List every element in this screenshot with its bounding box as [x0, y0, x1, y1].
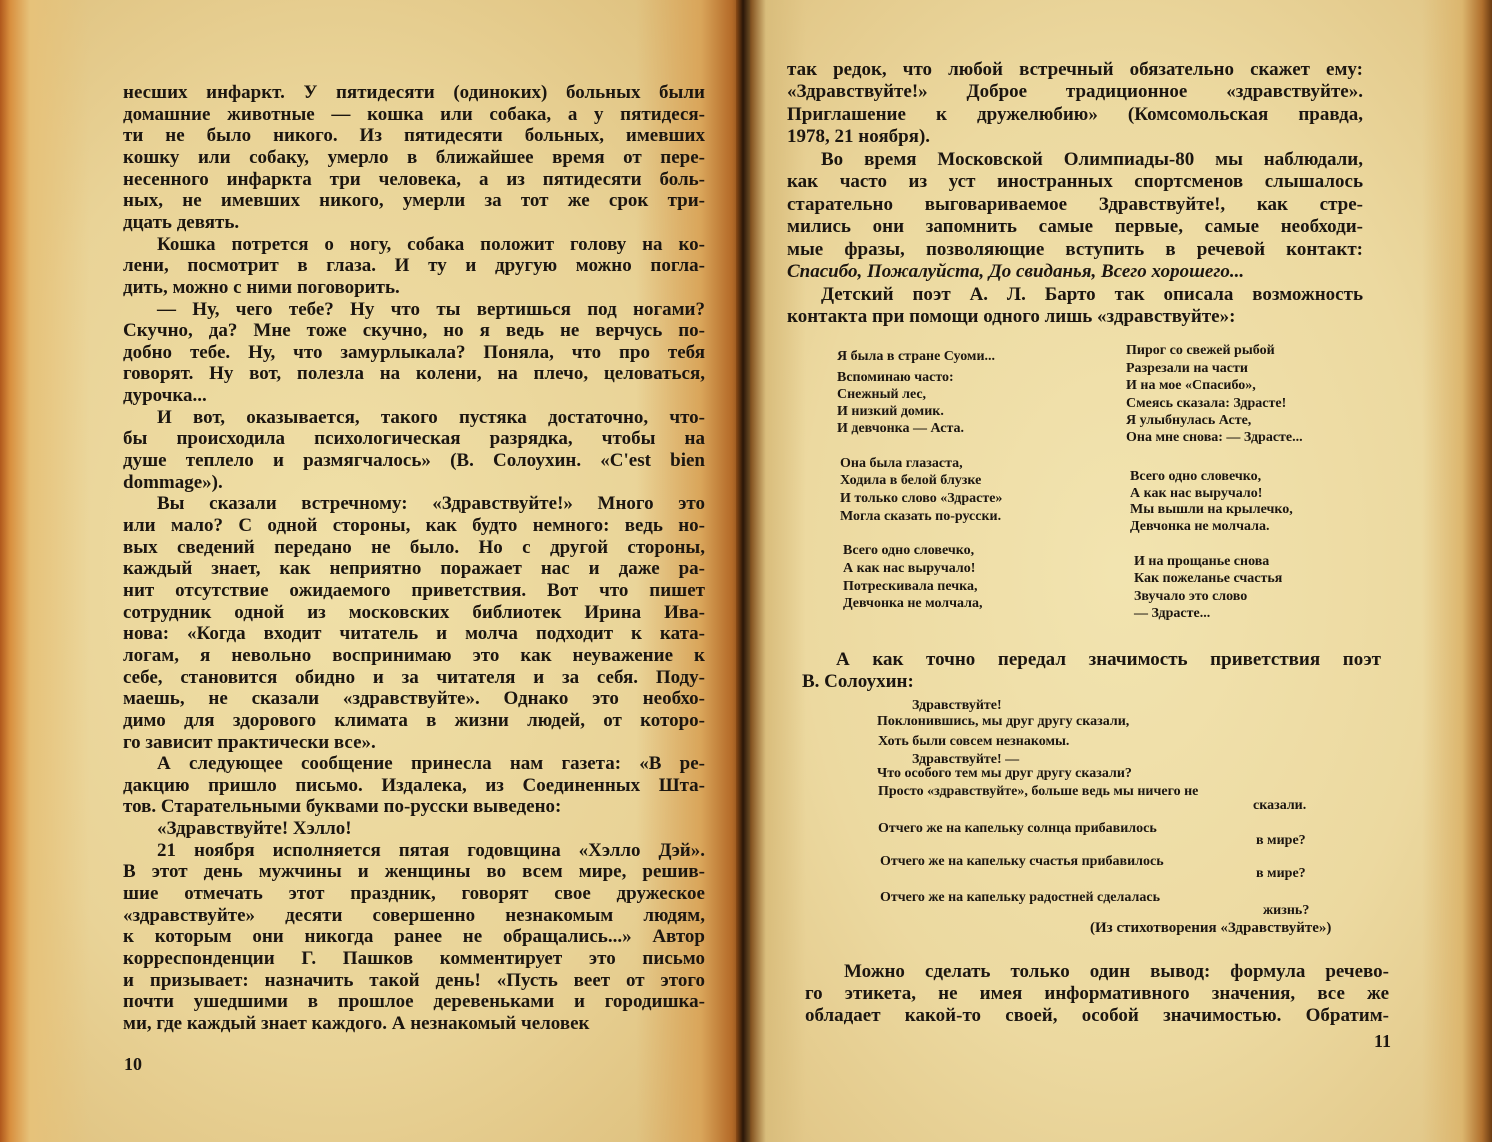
poem-line: Потрескивала печка,	[843, 579, 978, 594]
text-line: 21 ноября исполняется пятая годовщина «Хэлло Дэй».	[157, 839, 705, 861]
text-line: лени, посмотрит в глаза. И ту и другую можно погла-	[123, 255, 705, 277]
poem-line: Отчего же на капельку счастья прибавилось	[880, 854, 1164, 869]
poem-line: — Здрасте...	[1134, 606, 1211, 621]
text-line: 1978, 21 ноября).	[787, 126, 931, 148]
text-line: А как точно передал значимость приветствия поэт	[836, 649, 1381, 670]
text-line: сотрудник одной из московских библиотек Ирина Ива-	[123, 601, 705, 623]
poem-line: сказали.	[1253, 798, 1307, 813]
text-line: мые фразы, позволяющие вступить в речевой контакт:	[787, 238, 1363, 260]
text-line: го зависит практически все».	[123, 731, 376, 753]
text-line: нит отсутствие ожидаемого приветствия. Вот что пишет	[123, 579, 705, 601]
poem-line: И низкий домик.	[837, 404, 944, 419]
poem-line: Звучало это слово	[1134, 589, 1248, 604]
text-line: Во время Московской Олимпиады-80 мы наблюдали,	[821, 148, 1363, 170]
text-line: бы происходила психологическая разрядка, чтобы на	[123, 428, 705, 450]
text-line: «Здравствуйте! Хэлло!	[157, 818, 352, 840]
poem-line: Вспоминаю часто:	[837, 370, 954, 385]
text-line: тов. Старательными буквами по-русски выведено:	[123, 796, 562, 818]
text-line: домашние животные — кошка или собака, а у пятидеся-	[123, 103, 705, 125]
poem-line: Всего одно словечко,	[1130, 469, 1262, 484]
text-line: А следующее сообщение принесла нам газета: «В ре-	[157, 753, 705, 775]
text-line: — Ну, чего тебе? Ну что ты вертишься под ногами?	[157, 298, 705, 320]
text-line: контакта при помощи одного лишь «здравствуйте»:	[787, 305, 1236, 327]
text-line: говорят. Ну вот, полезла на колени, на плечо, целоваться,	[123, 363, 705, 385]
text-line: логам, я невольно воспринимаю это как неуважение к	[123, 644, 705, 666]
text-line: «здравствуйте» десяти совершенно незнакомым людям,	[123, 904, 705, 926]
poem-line: И на прощанье снова	[1134, 554, 1270, 569]
poem-line: Девчонка не молчала,	[843, 596, 983, 611]
poem-line: Я улыбнулась Асте,	[1126, 413, 1252, 428]
poem-line: Снежный лес,	[837, 387, 927, 402]
book-gutter	[736, 0, 750, 1142]
poem-line: Я была в стране Суоми...	[837, 349, 996, 364]
text-line: дить, можно с ними поговорить.	[123, 276, 400, 298]
poem-line: Здравствуйте! —	[912, 752, 1020, 767]
text-line: маешь, не сказали «здравствуйте». Однако это необхо-	[123, 688, 705, 710]
poem-line: Как пожеланье счастья	[1134, 571, 1283, 586]
text-line: В. Солоухин:	[802, 671, 914, 692]
poem-line: Просто «здравствуйте», больше ведь мы ничего не	[878, 784, 1199, 799]
poem-line: жизнь?	[1263, 903, 1310, 918]
text-line: ти не было никого. Из пятидесяти больных, имевших	[123, 125, 705, 147]
text-line: Скучно, да? Мне тоже скучно, но я ведь не верчусь по-	[123, 320, 705, 342]
poem-line: А как нас выручало!	[843, 561, 976, 576]
text-line: вых сведений передано не было. Но с другой стороны,	[123, 536, 705, 558]
text-line: несенного инфаркта три человека, а из пятидесяти боль-	[123, 168, 705, 190]
text-line: Детский поэт А. Л. Барто так описала возможность	[821, 283, 1363, 305]
text-line: димо для здорового климата в жизни людей, от которо-	[123, 709, 705, 731]
poem-line: Отчего же на капельку солнца прибавилось	[878, 821, 1157, 836]
poem-line: Она была глазаста,	[840, 456, 963, 471]
text-line: И вот, оказывается, такого пустяка достаточно, что-	[157, 406, 705, 428]
poem-line: Хоть были совсем незнакомы.	[878, 734, 1070, 749]
text-line: добно тебе. Ну, что замурлыкала? Поняла, что про тебя	[123, 341, 705, 363]
poem-line: Здравствуйте!	[912, 698, 1002, 713]
poem-line: Могла сказать по-русски.	[840, 509, 1002, 524]
text-line: го этикета, не имея информативного значения, все же	[805, 983, 1389, 1004]
poem-line: Мы вышли на крылечко,	[1130, 502, 1293, 517]
poem-line: Смеясь сказала: Здрасте!	[1126, 396, 1287, 411]
poem-line: Всего одно словечко,	[843, 543, 975, 558]
text-line: дакцию пришло письмо. Издалека, из Соединенных Шта-	[123, 774, 705, 796]
poem-line: в мире?	[1256, 866, 1306, 881]
poem-line: в мире?	[1256, 833, 1306, 848]
text-line: так редок, что любой встречный обязательно скажет ему:	[787, 59, 1363, 80]
page-number: 11	[1374, 1031, 1392, 1051]
poem-line: Пирог со свежей рыбой	[1126, 343, 1275, 358]
text-line: Вы сказали встречному: «Здравствуйте!» Много это	[157, 493, 705, 515]
text-line: несших инфаркт. У пятидесяти (одиноких) больных были	[123, 82, 705, 103]
text-line: каждый знает, как неприятно поражает нас и даже ра-	[123, 558, 705, 580]
poem-line: Отчего же на капельку радостней сделалась	[880, 890, 1160, 905]
text-line: и призывает: назначить такой день! «Пусть веет от этого	[123, 969, 705, 991]
text-line: дцать девять.	[123, 211, 240, 233]
poem-line: Девчонка не молчала.	[1130, 519, 1270, 534]
right-page	[746, 0, 1492, 1142]
text-line: душе теплело и размягчалось» (В. Солоухин. «C'est bien	[123, 450, 705, 472]
page-number: 10	[124, 1054, 142, 1074]
poem-line: И на мое «Спасибо»,	[1126, 378, 1256, 393]
poem-source: (Из стихотворения «Здравствуйте»)	[1090, 920, 1332, 936]
text-line: Можно сделать только один вывод: формула речево-	[844, 961, 1389, 982]
text-line: dommage»).	[123, 471, 223, 493]
text-line: себе, становится обидно и за читателя и за себя. Поду-	[123, 666, 705, 688]
poem-line: Ходила в белой блузке	[840, 473, 982, 488]
text-line: нова: «Когда входит читатель и молча подходит к ката-	[123, 623, 705, 645]
text-line: как часто из уст иностранных спортсменов слышалось	[787, 171, 1363, 193]
text-line: шие отмечать этот праздник, говорят свое дружеское	[123, 883, 705, 905]
text-line: или мало? С одной стороны, как будто немного: ведь но-	[123, 515, 705, 536]
text-line: «Здравствуйте!» Доброе традиционное «здравствуйте».	[787, 81, 1363, 103]
poem-line: Разрезали на части	[1126, 361, 1248, 376]
text-line: Спасибо, Пожалуйста, До свиданья, Всего хорошего...	[787, 261, 1245, 283]
poem-line: Она мне снова: — Здрасте...	[1126, 430, 1303, 445]
text-line: Кошка потрется о ногу, собака положит голову на ко-	[157, 233, 705, 255]
text-line: ми, где каждый знает каждого. А незнакомый человек	[123, 1012, 590, 1034]
text-line: корреспонденции Г. Пашков комментирует это письмо	[123, 948, 705, 969]
text-line: старательно выговариваемое Здравствуйте!, как стре-	[787, 193, 1363, 215]
text-line: к которым они никогда ранее не обращались...» Автор	[123, 926, 705, 948]
text-line: дурочка...	[123, 385, 207, 407]
poem-line: И только слово «Здрасте»	[840, 491, 1003, 506]
text-line: почти ушедшими в прошлое деревеньками и городишка-	[123, 991, 705, 1013]
poem-line: А как нас выручало!	[1130, 486, 1263, 501]
text-line: Приглашение к дружелюбию» (Комсомольская правда,	[787, 103, 1363, 125]
text-line: мились они запомнить самые первые, самые необходи-	[787, 216, 1363, 238]
poem-line: И девчонка — Аста.	[837, 421, 965, 436]
text-line: обладает какой-то своей, особой значимостью. Обратим-	[805, 1005, 1389, 1026]
text-line: кошку или собаку, умерло в ближайшее время от пере-	[123, 146, 705, 168]
poem-line: Что особого тем мы друг другу сказали?	[877, 766, 1132, 781]
poem-line: Поклонившись, мы друг другу сказали,	[877, 714, 1130, 729]
text-line: В этот день мужчины и женщины во всем мире, решив-	[123, 861, 705, 883]
text-line: ных, не имевших никого, умерли за тот же срок три-	[123, 190, 705, 212]
